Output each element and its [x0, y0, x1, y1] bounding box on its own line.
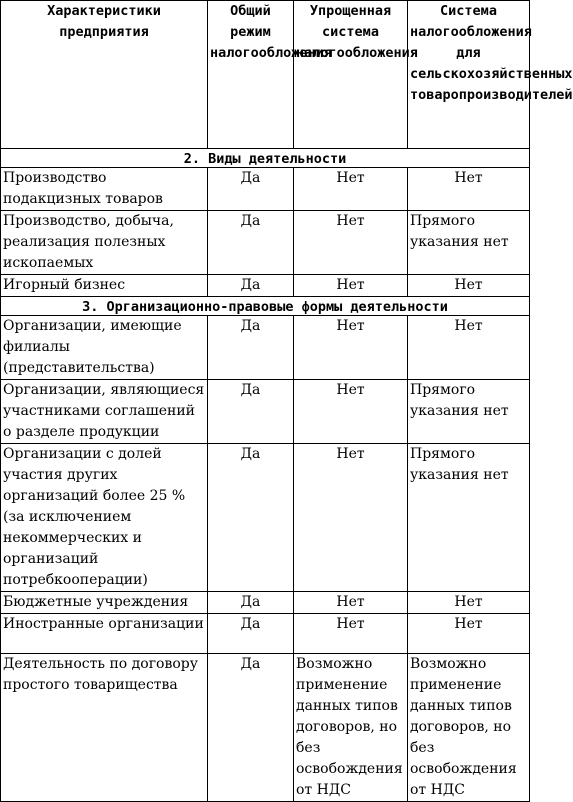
row-label: Игорный бизнес	[1, 275, 208, 297]
cell-simplified: Нет	[294, 211, 408, 275]
cell-simplified: Нет	[294, 275, 408, 297]
cell-general: Да	[208, 380, 294, 444]
cell-general: Да	[208, 316, 294, 380]
row-label: Производство подакцизных товаров	[1, 168, 208, 211]
table-row	[1, 211, 530, 275]
table-row	[1, 444, 530, 592]
cell-agri: Возможно применение данных типов договоров, но без освобождения от НДС	[408, 654, 530, 802]
cell-agri: Нет	[408, 275, 530, 297]
header-characteristics: Характеристики предприятия	[1, 1, 208, 149]
row-label: Иностранные организации	[1, 614, 208, 654]
header-row	[1, 1, 530, 149]
cell-simplified: Нет	[294, 444, 408, 592]
cell-agri: Прямого указания нет	[408, 444, 530, 592]
cell-simplified: Нет	[294, 614, 408, 654]
row-label: Организации, являющиеся участниками соглашений о разделе продукции	[1, 380, 208, 444]
header-simplified-system: Упрощенная система налогообложения	[294, 1, 408, 149]
cell-agri: Нет	[408, 168, 530, 211]
header-general-regime: Общий режим налогообложения	[208, 1, 294, 149]
cell-general: Да	[208, 654, 294, 802]
cell-simplified: Возможно применение данных типов договоров, но без освобождения от НДС	[294, 654, 408, 802]
row-label: Деятельность по договору простого товарищества	[1, 654, 208, 802]
section-row	[1, 297, 530, 316]
header-agri-system: Система налогообложения для сельскохозяйственных товаропроизводителей	[408, 1, 530, 149]
cell-simplified: Нет	[294, 380, 408, 444]
table-row	[1, 592, 530, 614]
cell-agri: Нет	[408, 316, 530, 380]
cell-general: Да	[208, 444, 294, 592]
section-title-activities: 2. Виды деятельности	[1, 149, 530, 168]
row-label: Бюджетные учреждения	[1, 592, 208, 614]
cell-agri: Нет	[408, 592, 530, 614]
cell-general: Да	[208, 211, 294, 275]
cell-agri: Нет	[408, 614, 530, 654]
cell-agri: Прямого указания нет	[408, 211, 530, 275]
table-row	[1, 654, 530, 802]
row-label: Организации, имеющие филиалы (представительства)	[1, 316, 208, 380]
table-row	[1, 614, 530, 654]
table-row	[1, 316, 530, 380]
cell-agri: Прямого указания нет	[408, 380, 530, 444]
cell-simplified: Нет	[294, 316, 408, 380]
table-row	[1, 380, 530, 444]
cell-simplified: Нет	[294, 168, 408, 211]
row-label: Организации с долей участия других организаций более 25 % (за исключением некоммерческих и организаций потребкооперации)	[1, 444, 208, 592]
cell-general: Да	[208, 614, 294, 654]
cell-general: Да	[208, 592, 294, 614]
cell-simplified: Нет	[294, 592, 408, 614]
row-label: Производство, добыча, реализация полезных ископаемых	[1, 211, 208, 275]
section-title-legal-forms: 3. Организационно-правовые формы деятельности	[1, 297, 530, 316]
table-row	[1, 168, 530, 211]
cell-general: Да	[208, 168, 294, 211]
section-row	[1, 149, 530, 168]
table-row	[1, 275, 530, 297]
cell-general: Да	[208, 275, 294, 297]
